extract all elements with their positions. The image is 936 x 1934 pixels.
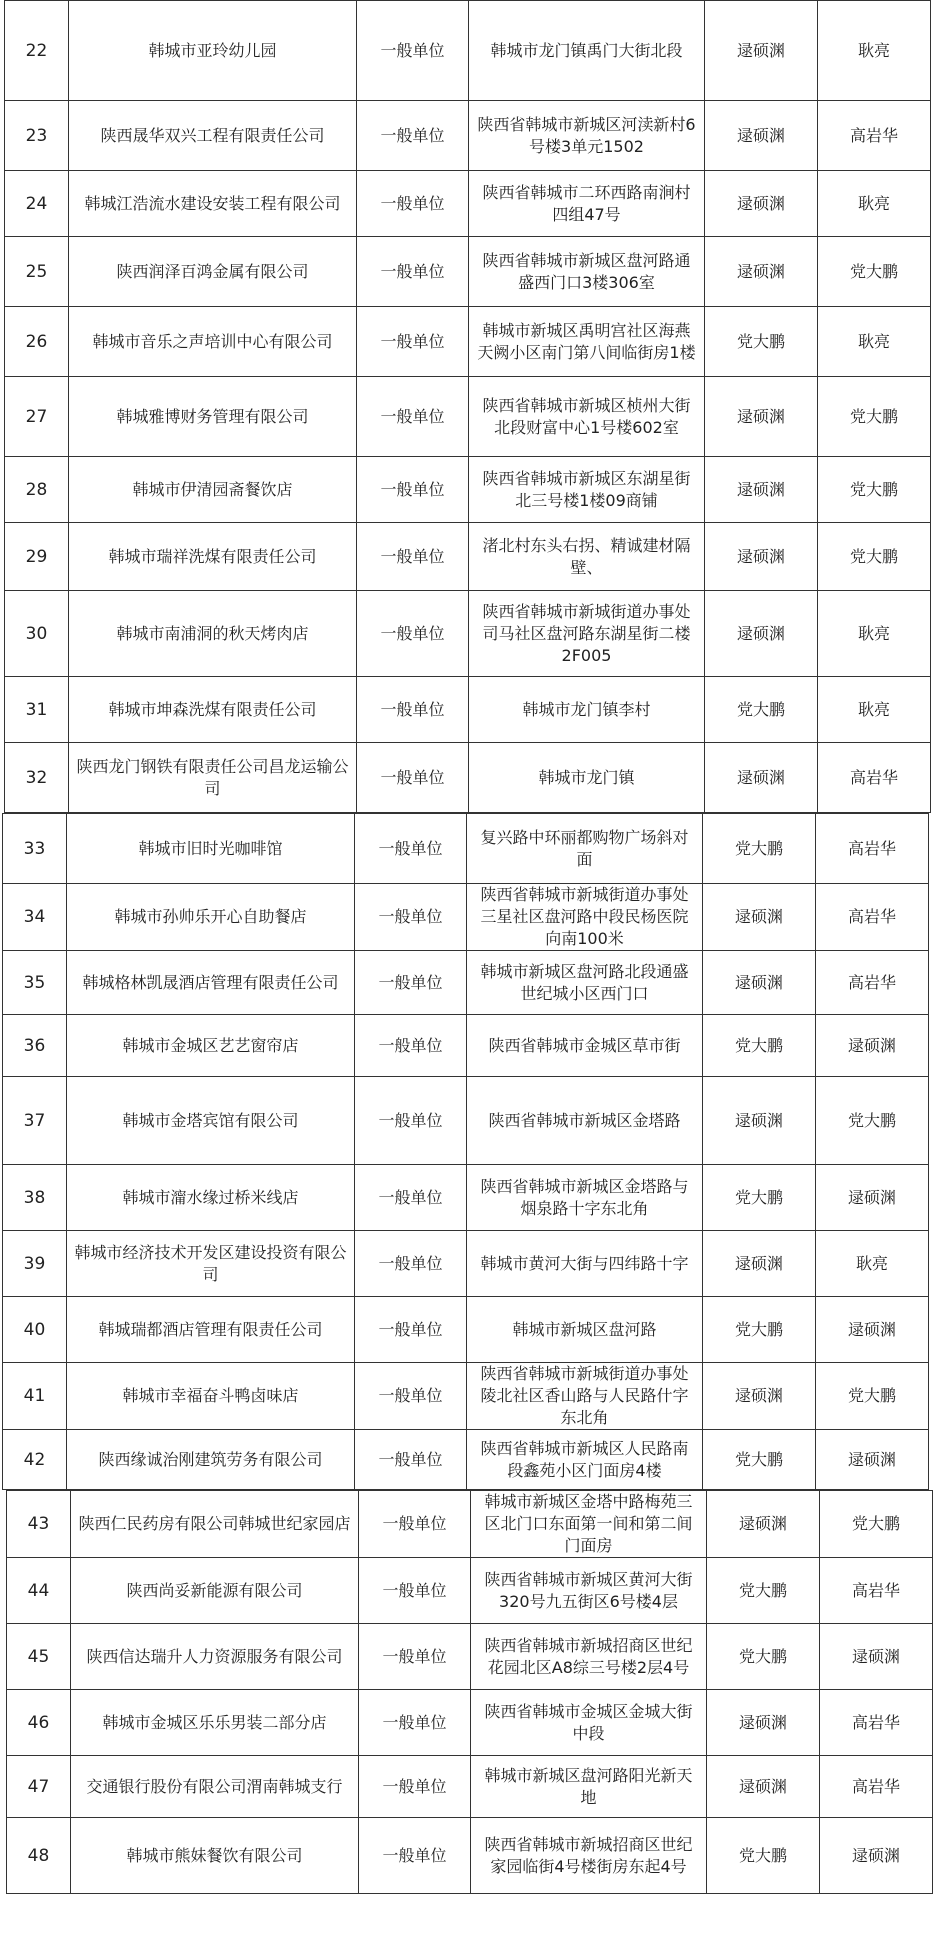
unit-table-3 [6, 1490, 933, 1894]
unit-name: 韩城市经济技术开发区建设投资有限公司 [67, 1231, 355, 1297]
inspector-1: 党大鹏 [703, 1165, 816, 1231]
table-row [3, 1015, 929, 1077]
unit-address: 韩城市龙门镇禹门大街北段 [469, 1, 705, 101]
row-number: 42 [3, 1430, 67, 1490]
unit-address: 陕西省韩城市新城区金塔路 [467, 1077, 703, 1165]
unit-type: 一般单位 [357, 377, 469, 457]
unit-name: 陕西信达瑞升人力资源服务有限公司 [71, 1624, 359, 1690]
inspector-1: 党大鹏 [707, 1624, 820, 1690]
table-row [3, 1430, 929, 1490]
unit-type: 一般单位 [357, 743, 469, 813]
table-row [3, 1363, 929, 1430]
unit-name: 韩城市幸福奋斗鸭卤味店 [67, 1363, 355, 1430]
inspector-2: 耿亮 [818, 307, 931, 377]
unit-address: 陕西省韩城市新城区东湖星街北三号楼1楼09商铺 [469, 457, 705, 523]
inspector-2: 耿亮 [818, 677, 931, 743]
unit-name: 韩城市坤森洗煤有限责任公司 [69, 677, 357, 743]
row-number: 35 [3, 951, 67, 1015]
inspector-1: 逯硕渊 [705, 101, 818, 171]
inspector-1: 逯硕渊 [703, 951, 816, 1015]
inspector-1: 党大鹏 [703, 814, 816, 884]
unit-name: 陕西润泽百鸿金属有限公司 [69, 237, 357, 307]
inspector-2: 高岩华 [820, 1558, 933, 1624]
unit-type: 一般单位 [359, 1558, 471, 1624]
table-row [5, 101, 931, 171]
inspector-1: 逯硕渊 [705, 1, 818, 101]
row-number: 33 [3, 814, 67, 884]
unit-address: 陕西省韩城市新城区盘河路通盛西门口3楼306室 [469, 237, 705, 307]
table-row [5, 591, 931, 677]
unit-address: 陕西省韩城市金城区金城大街中段 [471, 1690, 707, 1756]
unit-name: 交通银行股份有限公司渭南韩城支行 [71, 1756, 359, 1818]
unit-address: 陕西省韩城市新城街道办事处陵北社区香山路与人民路什字东北角 [467, 1363, 703, 1430]
row-number: 41 [3, 1363, 67, 1430]
unit-name: 韩城市熊妹餐饮有限公司 [71, 1818, 359, 1894]
unit-address: 韩城市新城区金塔中路梅苑三区北门口东面第一间和第二间门面房 [471, 1491, 707, 1558]
unit-name: 陕西缘诚治刚建筑劳务有限公司 [67, 1430, 355, 1490]
table-row [7, 1690, 933, 1756]
unit-type: 一般单位 [357, 171, 469, 237]
inspector-1: 逯硕渊 [705, 743, 818, 813]
unit-name: 韩城市伊清园斋餐饮店 [69, 457, 357, 523]
unit-name: 韩城格林凯晟酒店管理有限责任公司 [67, 951, 355, 1015]
inspector-2: 高岩华 [818, 101, 931, 171]
unit-type: 一般单位 [355, 1165, 467, 1231]
row-number: 29 [5, 523, 69, 591]
inspector-2: 党大鹏 [818, 377, 931, 457]
unit-type: 一般单位 [359, 1690, 471, 1756]
inspector-1: 逯硕渊 [703, 1077, 816, 1165]
row-number: 28 [5, 457, 69, 523]
inspector-2: 高岩华 [818, 743, 931, 813]
inspector-2: 党大鹏 [816, 1363, 929, 1430]
unit-name: 韩城瑞都酒店管理有限责任公司 [67, 1297, 355, 1363]
inspector-1: 逯硕渊 [703, 1231, 816, 1297]
inspector-2: 逯硕渊 [816, 1430, 929, 1490]
inspector-2: 逯硕渊 [816, 1297, 929, 1363]
inspector-1: 逯硕渊 [705, 457, 818, 523]
unit-table-2 [2, 813, 929, 1490]
unit-address: 韩城市新城区盘河路 [467, 1297, 703, 1363]
table-row [7, 1558, 933, 1624]
unit-name: 韩城市亚玲幼儿园 [69, 1, 357, 101]
unit-type: 一般单位 [359, 1624, 471, 1690]
inspector-1: 逯硕渊 [705, 523, 818, 591]
unit-name: 韩城市孙帅乐开心自助餐店 [67, 884, 355, 951]
unit-type: 一般单位 [357, 101, 469, 171]
unit-type: 一般单位 [355, 1363, 467, 1430]
table-row [7, 1818, 933, 1894]
unit-type: 一般单位 [357, 1, 469, 101]
table-row [3, 1231, 929, 1297]
unit-address: 陕西省韩城市新城区河渎新村6号楼3单元1502 [469, 101, 705, 171]
unit-address: 陕西省韩城市新城区金塔路与烟泉路十字东北角 [467, 1165, 703, 1231]
unit-name: 韩城市金城区艺艺窗帘店 [67, 1015, 355, 1077]
table-row [5, 377, 931, 457]
inspector-1: 党大鹏 [707, 1558, 820, 1624]
row-number: 24 [5, 171, 69, 237]
unit-address: 陕西省韩城市新城区桢州大街北段财富中心1号楼602室 [469, 377, 705, 457]
row-number: 27 [5, 377, 69, 457]
inspector-2: 党大鹏 [820, 1491, 933, 1558]
unit-name: 陕西晟华双兴工程有限责任公司 [69, 101, 357, 171]
inspector-1: 逯硕渊 [707, 1491, 820, 1558]
unit-address: 韩城市新城区禹明宫社区海燕天阙小区南门第八间临街房1楼 [469, 307, 705, 377]
row-number: 36 [3, 1015, 67, 1077]
inspector-1: 逯硕渊 [707, 1756, 820, 1818]
inspector-1: 逯硕渊 [705, 377, 818, 457]
row-number: 44 [7, 1558, 71, 1624]
inspector-1: 党大鹏 [705, 307, 818, 377]
unit-name: 陕西龙门钢铁有限责任公司昌龙运输公司 [69, 743, 357, 813]
table-row [7, 1624, 933, 1690]
unit-type: 一般单位 [359, 1491, 471, 1558]
table-row [5, 1, 931, 101]
row-number: 47 [7, 1756, 71, 1818]
inspector-1: 逯硕渊 [705, 591, 818, 677]
inspector-1: 党大鹏 [705, 677, 818, 743]
unit-name: 陕西尚妥新能源有限公司 [71, 1558, 359, 1624]
table-row [5, 523, 931, 591]
unit-type: 一般单位 [355, 1015, 467, 1077]
inspector-2: 耿亮 [818, 1, 931, 101]
inspector-2: 高岩华 [816, 884, 929, 951]
unit-address: 复兴路中环丽都购物广场斜对面 [467, 814, 703, 884]
inspector-2: 逯硕渊 [820, 1818, 933, 1894]
unit-type: 一般单位 [357, 523, 469, 591]
table-row [7, 1491, 933, 1558]
table-row [3, 884, 929, 951]
unit-type: 一般单位 [355, 1231, 467, 1297]
unit-type: 一般单位 [359, 1756, 471, 1818]
unit-type: 一般单位 [355, 1297, 467, 1363]
unit-address: 陕西省韩城市新城街道办事处三星社区盘河路中段民杨医院向南100米 [467, 884, 703, 951]
inspector-2: 党大鹏 [818, 523, 931, 591]
unit-address: 陕西省韩城市新城区黄河大街320号九五街区6号楼4层 [471, 1558, 707, 1624]
inspector-2: 逯硕渊 [816, 1165, 929, 1231]
row-number: 43 [7, 1491, 71, 1558]
inspector-2: 高岩华 [820, 1690, 933, 1756]
row-number: 37 [3, 1077, 67, 1165]
table-row [3, 1165, 929, 1231]
unit-type: 一般单位 [357, 591, 469, 677]
inspector-2: 党大鹏 [816, 1077, 929, 1165]
inspector-1: 逯硕渊 [705, 237, 818, 307]
unit-address: 陕西省韩城市新城招商区世纪家园临街4号楼街房东起4号 [471, 1818, 707, 1894]
inspector-1: 党大鹏 [703, 1430, 816, 1490]
unit-address: 陕西省韩城市金城区草市街 [467, 1015, 703, 1077]
row-number: 26 [5, 307, 69, 377]
inspector-1: 逯硕渊 [705, 171, 818, 237]
unit-type: 一般单位 [355, 1430, 467, 1490]
unit-address: 陕西省韩城市二环西路南涧村四组47号 [469, 171, 705, 237]
unit-name: 韩城市音乐之声培训中心有限公司 [69, 307, 357, 377]
row-number: 22 [5, 1, 69, 101]
unit-type: 一般单位 [355, 884, 467, 951]
inspector-1: 逯硕渊 [703, 1363, 816, 1430]
inspector-2: 逯硕渊 [816, 1015, 929, 1077]
row-number: 30 [5, 591, 69, 677]
table-row [7, 1756, 933, 1818]
table-row [3, 951, 929, 1015]
table-row [5, 457, 931, 523]
unit-address: 韩城市龙门镇李村 [469, 677, 705, 743]
unit-name: 韩城市南浦洞的秋天烤肉店 [69, 591, 357, 677]
row-number: 38 [3, 1165, 67, 1231]
unit-type: 一般单位 [359, 1818, 471, 1894]
row-number: 40 [3, 1297, 67, 1363]
unit-address: 韩城市黄河大街与四纬路十字 [467, 1231, 703, 1297]
unit-type: 一般单位 [355, 1077, 467, 1165]
unit-type: 一般单位 [357, 237, 469, 307]
inspector-2: 高岩华 [816, 814, 929, 884]
unit-name: 韩城市瑞祥洗煤有限责任公司 [69, 523, 357, 591]
row-number: 39 [3, 1231, 67, 1297]
table-row [5, 307, 931, 377]
inspector-1: 党大鹏 [707, 1818, 820, 1894]
unit-name: 韩城市金城区乐乐男装二部分店 [71, 1690, 359, 1756]
unit-address: 韩城市新城区盘河路阳光新天地 [471, 1756, 707, 1818]
inspector-2: 高岩华 [816, 951, 929, 1015]
unit-type: 一般单位 [355, 951, 467, 1015]
table-row [3, 1077, 929, 1165]
unit-address: 渚北村东头右拐、精诚建材隔壁、 [469, 523, 705, 591]
table-row [5, 237, 931, 307]
unit-name: 韩城江浩流水建设安装工程有限公司 [69, 171, 357, 237]
unit-table-1 [4, 0, 931, 813]
unit-type: 一般单位 [357, 307, 469, 377]
table-row [5, 171, 931, 237]
table-row [3, 1297, 929, 1363]
inspector-1: 逯硕渊 [707, 1690, 820, 1756]
inspector-2: 党大鹏 [818, 457, 931, 523]
inspector-2: 耿亮 [818, 171, 931, 237]
table-row [5, 677, 931, 743]
unit-type: 一般单位 [355, 814, 467, 884]
row-number: 23 [5, 101, 69, 171]
unit-name: 韩城雅博财务管理有限公司 [69, 377, 357, 457]
unit-type: 一般单位 [357, 457, 469, 523]
unit-name: 陕西仁民药房有限公司韩城世纪家园店 [71, 1491, 359, 1558]
inspector-1: 党大鹏 [703, 1297, 816, 1363]
row-number: 25 [5, 237, 69, 307]
inspector-2: 耿亮 [816, 1231, 929, 1297]
inspector-2: 逯硕渊 [820, 1624, 933, 1690]
unit-address: 陕西省韩城市新城招商区世纪花园北区A8综三号楼2层4号 [471, 1624, 707, 1690]
unit-type: 一般单位 [357, 677, 469, 743]
row-number: 32 [5, 743, 69, 813]
row-number: 34 [3, 884, 67, 951]
unit-address: 韩城市新城区盘河路北段通盛世纪城小区西门口 [467, 951, 703, 1015]
inspector-1: 逯硕渊 [703, 884, 816, 951]
inspector-1: 党大鹏 [703, 1015, 816, 1077]
unit-name: 韩城市金塔宾馆有限公司 [67, 1077, 355, 1165]
row-number: 46 [7, 1690, 71, 1756]
unit-name: 韩城市澝水缘过桥米线店 [67, 1165, 355, 1231]
row-number: 45 [7, 1624, 71, 1690]
inspector-2: 党大鹏 [818, 237, 931, 307]
unit-address: 陕西省韩城市新城区人民路南段鑫苑小区门面房4楼 [467, 1430, 703, 1490]
row-number: 48 [7, 1818, 71, 1894]
unit-name: 韩城市旧时光咖啡馆 [67, 814, 355, 884]
unit-address: 韩城市龙门镇 [469, 743, 705, 813]
inspector-2: 高岩华 [820, 1756, 933, 1818]
inspector-2: 耿亮 [818, 591, 931, 677]
row-number: 31 [5, 677, 69, 743]
unit-address: 陕西省韩城市新城街道办事处司马社区盘河路东湖星街二楼2F005 [469, 591, 705, 677]
table-row [3, 814, 929, 884]
table-row [5, 743, 931, 813]
